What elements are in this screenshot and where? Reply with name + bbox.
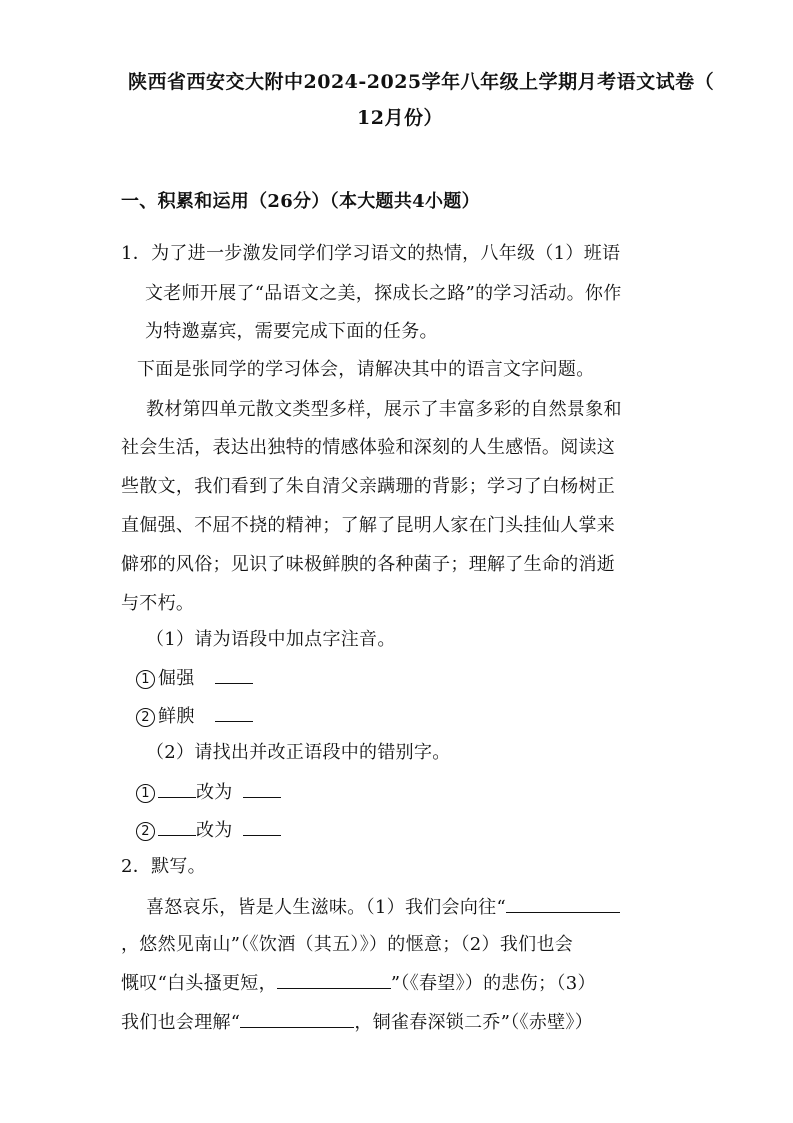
exam-title-line1: 陕西省西安交大附中2024-2025学年八年级上学期月考语文试卷（ — [128, 71, 715, 93]
dictation-blank-1[interactable] — [506, 894, 620, 913]
q1-sub1-item1 — [136, 665, 253, 691]
passage-line3: 些散文，我们看到了朱自清父亲蹒珊的背影；学习了白杨树正 — [121, 476, 616, 497]
pinyin-word: 倔强 — [158, 668, 195, 689]
q2-line4 — [121, 1009, 593, 1035]
q2-line1-text: 喜怒哀乐，皆是人生滋味。（1）我们会向往“ — [146, 897, 506, 918]
q2-line1 — [146, 894, 620, 920]
passage-line1: 教材第四单元散文类型多样，展示了丰富多彩的自然景象和 — [146, 399, 622, 420]
q2-line2: ，悠然见南山”（《饮酒（其五）》）的惬意；（2）我们也会 — [121, 934, 574, 955]
passage-line6: 与不朽。 — [121, 593, 195, 614]
passage-line4: 直倔强、不屈不挠的精神；了解了昆明人家在门头挂仙人掌来 — [121, 515, 616, 536]
q1-sub2-item1 — [136, 779, 281, 805]
correct-char-blank[interactable] — [243, 817, 281, 836]
q1-sub2-item2 — [136, 817, 281, 843]
q2-line3-post: ”（《春望》）的悲伤；（3） — [390, 973, 596, 994]
change-label: 改为 — [196, 820, 233, 841]
q2-number: 2． — [121, 856, 152, 877]
passage-line2: 社会生活，表达出独特的情感体验和深刻的人生感悟。阅读这 — [121, 437, 616, 458]
answer-blank[interactable] — [215, 703, 253, 722]
q1-sub1-prompt: （1）请为语段中加点字注音。 — [146, 629, 396, 650]
dictation-blank-2[interactable] — [277, 970, 391, 989]
q2-line3-pre: 慨叹“白头搔更短， — [121, 973, 277, 994]
wrong-char-blank[interactable] — [158, 779, 196, 798]
section-heading: 一、积累和运用（26分）（本大题共4小题） — [121, 191, 480, 212]
q1-stem-text1: 为了进一步激发同学们学习语文的热情，八年级（1）班语 — [151, 243, 621, 264]
q1-stem-line1 — [121, 242, 620, 266]
q1-sub2-prompt: （2）请找出并改正语段中的错别字。 — [146, 742, 451, 763]
circled-number: 1 — [136, 784, 155, 803]
q2-stem-line — [121, 855, 206, 879]
wrong-char-blank[interactable] — [158, 817, 196, 836]
q1-sub1-item2 — [136, 703, 253, 729]
change-label: 改为 — [196, 782, 233, 803]
q1-stem-line3: 为特邀嘉宾，需要完成下面的任务。 — [145, 321, 438, 342]
q1-stem-line2: 文老师开展了“品语文之美，探成长之路”的学习活动。你作 — [145, 283, 622, 304]
circled-number: 1 — [136, 670, 155, 689]
answer-blank[interactable] — [215, 665, 253, 684]
exam-title-line2: 12月份） — [357, 107, 443, 129]
q2-line4-post: ，铜雀春深锁二乔”（《赤壁》） — [354, 1012, 594, 1033]
circled-number: 2 — [136, 822, 155, 841]
q2-stem: 默写。 — [151, 856, 206, 877]
q1-number: 1． — [121, 243, 152, 264]
q2-line4-pre: 我们也会理解“ — [121, 1012, 241, 1033]
pinyin-word: 鲜腴 — [158, 706, 195, 727]
dictation-blank-3[interactable] — [240, 1009, 354, 1028]
q1-intro: 下面是张同学的学习体会，请解决其中的语言文字问题。 — [137, 359, 595, 380]
correct-char-blank[interactable] — [243, 779, 281, 798]
q2-line3 — [121, 970, 596, 996]
passage-line5: 僻邪的风俗；见识了味极鲜腴的各种菌子；理解了生命的消逝 — [121, 554, 616, 575]
circled-number: 2 — [136, 708, 155, 727]
